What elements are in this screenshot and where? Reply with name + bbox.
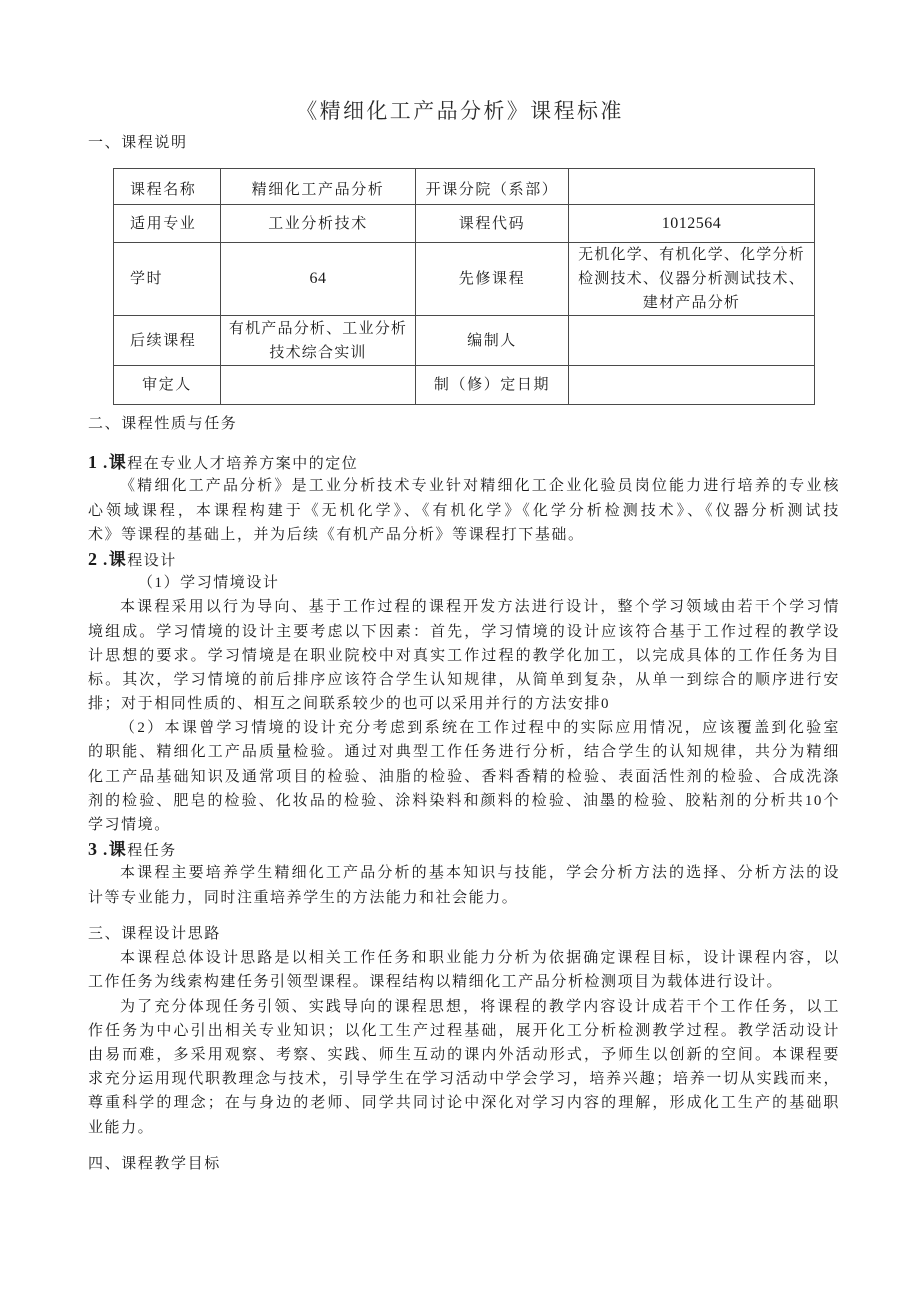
paragraph-line: 标。其次，学习情境的前后排序应该符合学生认知规律，从简单到复杂，从单一到综合的顺序进行安 [88,671,840,688]
follow-up-line: 有机产品分析、工业分析 [228,320,408,337]
label-prerequisites: 先修课程 [416,243,569,316]
section-heading-design-approach: 三、课程设计思路 [88,926,221,942]
prerequisites-line: 建材产品分析 [642,295,741,311]
subsection-heading-course-design [88,547,840,571]
paragraph-line: 计等专业能力，同时注重培养学生的方法能力和社会能力。 [88,889,519,906]
table-row [114,169,815,205]
table-row [114,366,815,405]
paragraph-line: 心领域课程，本课程构建于《无机化学》、《有机化学》《化学分析检测技术》、《仪器分析测试技 [88,502,840,519]
label-revision-date: 制（修）定日期 [416,366,569,405]
paragraph-line: 为了充分体现任务引领、实践导向的课程思想，将课程的教学内容设计成若干个工作任务，以工 [120,998,840,1015]
value-reviewer [221,366,416,405]
prerequisites-line: 无机化学、有机化学、化学分析 [578,247,805,263]
table-row [114,205,815,243]
prerequisites-line: 检测技术、仪器分析测试技术、 [578,271,805,287]
subsection-heading-course-tasks [88,837,840,861]
paragraph-line: （2）本课曾学习情境的设计充分考虑到系统在工作过程中的实际应用情况，应该覆盖到化验室 [120,720,840,737]
subsection-heading-positioning [88,450,840,474]
label-course-name: 课程名称 [114,169,221,205]
section-course-design-approach [88,922,840,1140]
value-author [569,316,815,366]
paragraph-line: 术》等课程的基础上，并为后续《有机产品分析》等课程打下基础。 [88,526,585,543]
section-heading-course-nature: 二、课程性质与任务 [88,416,238,432]
follow-up-line: 技术综合实训 [269,344,367,361]
paragraph-line: 工作任务为线索构建任务引领型课程。课程结构以精细化工产品分析检测项目为载体进行设计。 [88,974,784,991]
paragraph-line: 业能力。 [88,1119,155,1136]
value-revision-date [569,366,815,405]
paragraph-line: 计思想的要求。学习情境是在职业院校中对真实工作过程的教学化加工，以完成具体的工作任务为目 [88,647,840,664]
value-department [569,169,815,205]
subsection-label: .课程任务 [103,840,177,860]
paragraph-line: 剂的检验、肥皂的检验、化妆品的检验、涂料染料和颜料的检验、油墨的检验、胶粘剂的分析共10个 [88,792,840,809]
paragraph-line: 排；对于相同性质的、相互之间联系较少的也可以采用并行的方法安排0 [88,696,611,713]
sub-subsection-heading-learning-situation: （1）学习情境设计 [138,575,280,592]
subsection-number: 2 [88,548,97,569]
subsection-label: .课程设计 [103,549,177,569]
label-major: 适用专业 [114,205,221,243]
paragraph-line: 尊重科学的理念；在与身边的老师、同学共同讨论中深化对学习内容的理解，形成化工生产的基础职 [88,1095,840,1112]
paragraph-line: 学习情境。 [88,817,171,833]
label-department: 开课分院（系部） [416,169,569,205]
section-heading-course-description: 一、课程说明 [88,135,188,151]
value-course-name: 精细化工产品分析 [221,169,416,205]
value-major: 工业分析技术 [221,205,416,243]
subsection-label: .课程在专业人才培养方案中的定位 [103,453,359,473]
paragraph-line: 本课程采用以行为导向、基于工作过程的课程开发方法进行设计，整个学习领域由若干个学习情 [120,599,840,616]
value-hours: 64 [221,243,416,316]
value-follow-up-courses [221,316,416,366]
section-heading-teaching-objectives: 四、课程教学目标 [88,1156,221,1172]
paragraph-line: 本课程主要培养学生精细化工产品分析的基本知识与技能，学会分析方法的选择、分析方法的设 [120,865,840,882]
value-prerequisites [569,243,815,316]
paragraph-line: 《精细化工产品分析》是工业分析技术专业针对精细化工企业化验员岗位能力进行培养的专业核 [120,478,840,495]
course-info-table [113,168,815,405]
label-follow-up-courses: 后续课程 [114,316,221,366]
subsection-number: 1 [88,452,97,473]
label-reviewer: 审定人 [114,366,221,405]
value-course-code: 1012564 [569,205,815,243]
subsection-number: 3 [88,839,97,860]
paragraph-line: 本课程总体设计思路是以相关工作任务和职业能力分析为依据确定课程目标，设计课程内容，以 [120,950,840,967]
paragraph-line: 由易而难，多采用观察、考察、实践、师生互动的课内外活动形式，予师生以创新的空间。本课程要 [88,1046,840,1063]
paragraph-line: 境组成。学习情境的设计主要考虑以下因素：首先，学习情境的设计应该符合基于工作过程的教学设 [88,623,840,640]
paragraph-line: 的职能、精细化工产品质量检验。通过对典型工作任务进行分析，结合学生的认知规律，共分为精细 [88,744,840,761]
table-row [114,316,815,366]
label-course-code: 课程代码 [416,205,569,243]
paragraph-line: 作任务为中心引出相关专业知识；以化工生产过程基础，展开化工分析检测教学过程。教学活动设计 [88,1022,840,1039]
paragraph-line: 求充分运用现代职教理念与技术，引导学生在学习活动中学会学习，培养兴趣；培养一切从实践而来， [88,1071,840,1088]
section-course-nature-and-tasks [88,412,840,910]
paragraph-line: 化工产品基础知识及通常项目的检验、油脂的检验、香料香精的检验、表面活性剂的检验、合成洗涤 [88,768,840,785]
document-title: 《精细化工产品分析》课程标准 [296,99,624,123]
label-author: 编制人 [416,316,569,366]
label-hours: 学时 [114,243,221,316]
table-row [114,243,815,316]
